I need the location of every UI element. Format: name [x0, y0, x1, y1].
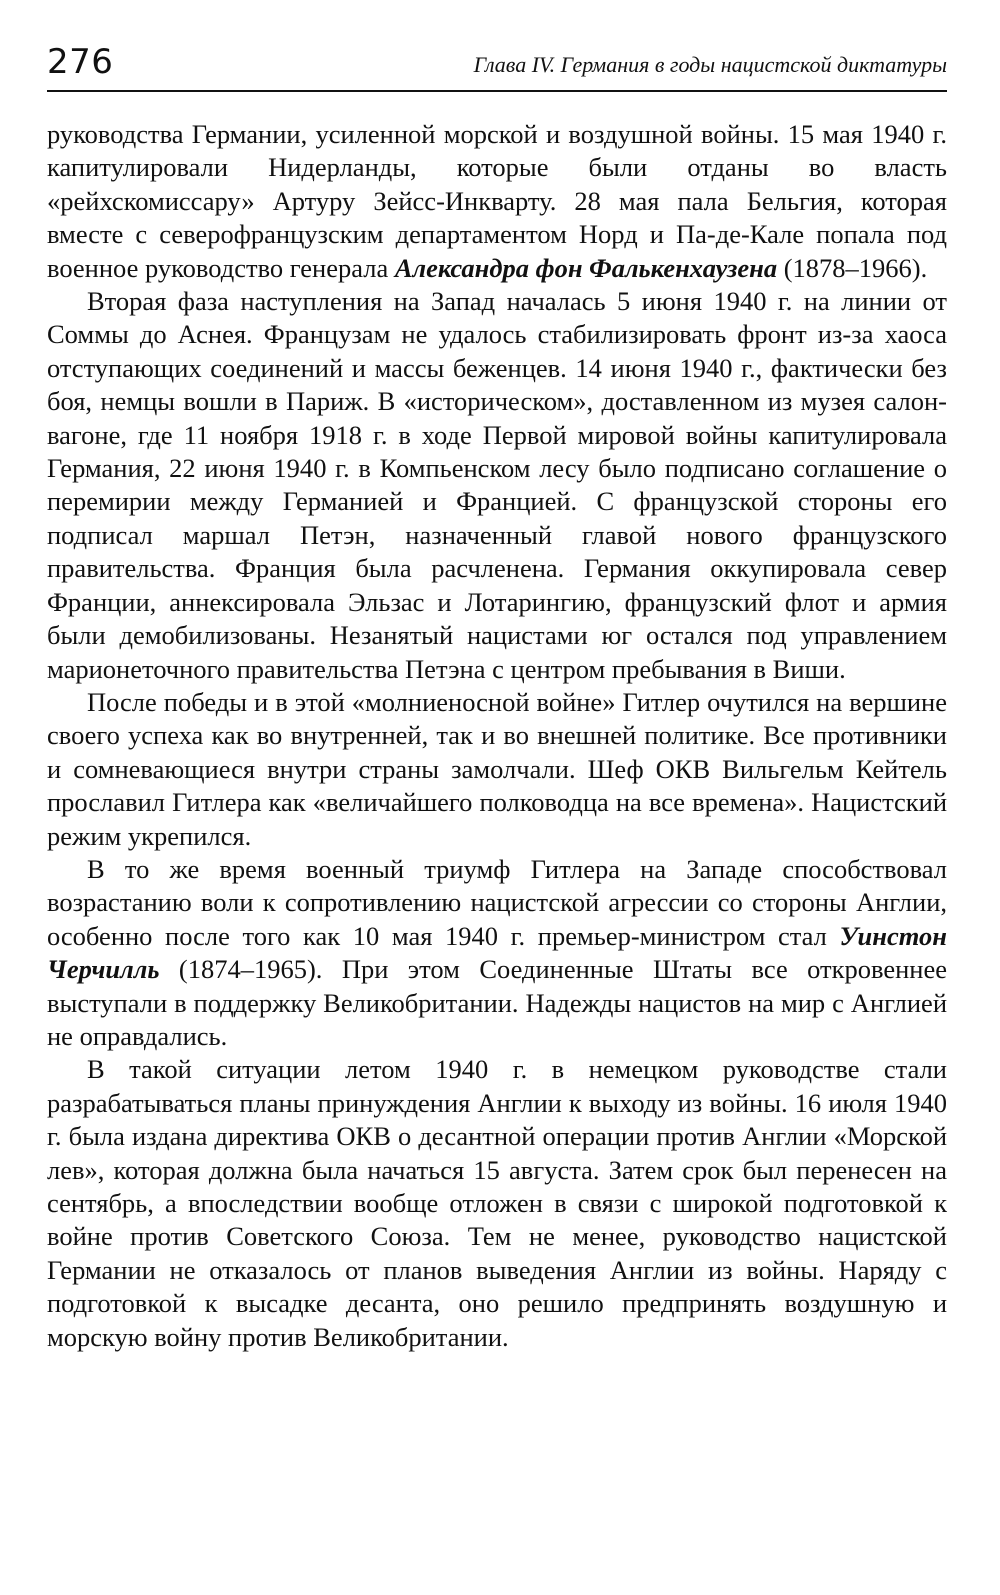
running-head: Глава IV. Германия в годы нацистской диктатуры [473, 52, 947, 77]
paragraph-2: Вторая фаза наступления на Запад началась 5 июня 1940 г. на линии от Соммы до Аснея. Французам не удалось стабилизировать фронт из-за хаоса отступающих соединений и массы беженцев. 14 июня 1940 г., фактически без боя, немцы вошли в Париж. В «историческом», доставленном из музея салон-вагоне, где 11 ноября 1918 г. в ходе Первой мировой войны капитулировала Германия, 22 июня 1940 г. в Компьенском лесу было подписано соглашение о перемирии между Германией и Францией. С французской стороны его подписал маршал Петэн, назначенный главой нового французского правительства. Франция была расчленена. Германия оккупировала север Франции, аннексировала Эльзас и Лотарингию, французский флот и армия были демобилизованы. Незанятый нацистами юг остался под управлением марионеточного правительства Петэна с центром пребывания в Виши. [47, 286, 947, 684]
paragraph-5: В такой ситуации летом 1940 г. в немецком руководстве стали разрабатываться планы принуждения Англии к выходу из войны. 16 июля 1940 г. была издана директива ОКВ о десантной операции против Англии «Морской лев», которая должна была начаться 15 августа. Затем срок был перенесен на сентябрь, а впоследствии вообще отложен в связи с широкой подготовкой к войне против Советского Союза. Тем не менее, руководство нацистской Германии не отказалось от планов выведения Англии из войны. Наряду с подготовкой к высадке десанта, оно решило предпринять воздушную и морскую войну против Великобритании. [47, 1054, 947, 1352]
paragraph-3: После победы и в этой «молниеносной войне» Гитлер очутился на вершине своего успеха как во внутренней, так и во внешней политике. Все противники и сомневающиеся внутри страны замолчали. Шеф ОКВ Вильгельм Кейтель прославил Гитлера как «величайшего полководца на все времена». Нацистский режим укрепился. [47, 686, 947, 851]
body-text [47, 118, 947, 1354]
page-number: 276 [47, 42, 114, 82]
paragraph-4-text-a: В то же время военный триумф Гитлера на Западе способствовал возрастанию воли к сопротивлению нацистской агрессии со стороны Англии, особенно после того как 10 мая 1940 г. премьер-министром стал [47, 853, 947, 951]
paragraph-4 [47, 853, 947, 1053]
page-header [47, 40, 947, 92]
paragraph-1 [47, 118, 947, 285]
person-name-falkenhausen: Александра фон Фалькенхаузена [394, 252, 778, 283]
person-name-churchill: Уинстон Черчилль [47, 920, 947, 985]
paragraph-1-text-a: руководства Германии, усиленной морской и воздушной войны. 15 мая 1940 г. капитулировали Нидерланды, которые были отданы во власть «рейхскомиссару» Артуру Зейсс-Инкварту. 28 мая пала Бельгия, которая вместе с северофранцузским департаментом Норд и Па-де-Кале попала под военное руководство генерала [47, 119, 947, 283]
paragraph-4-text-b: (1874–1965). При этом Соединенные Штаты все откровеннее выступали в поддержку Великобритании. Надежды нацистов на мир с Англией не оправдались. [47, 954, 947, 1051]
paragraph-1-text-b: (1878–1966). [777, 252, 928, 283]
book-page [47, 40, 947, 1354]
